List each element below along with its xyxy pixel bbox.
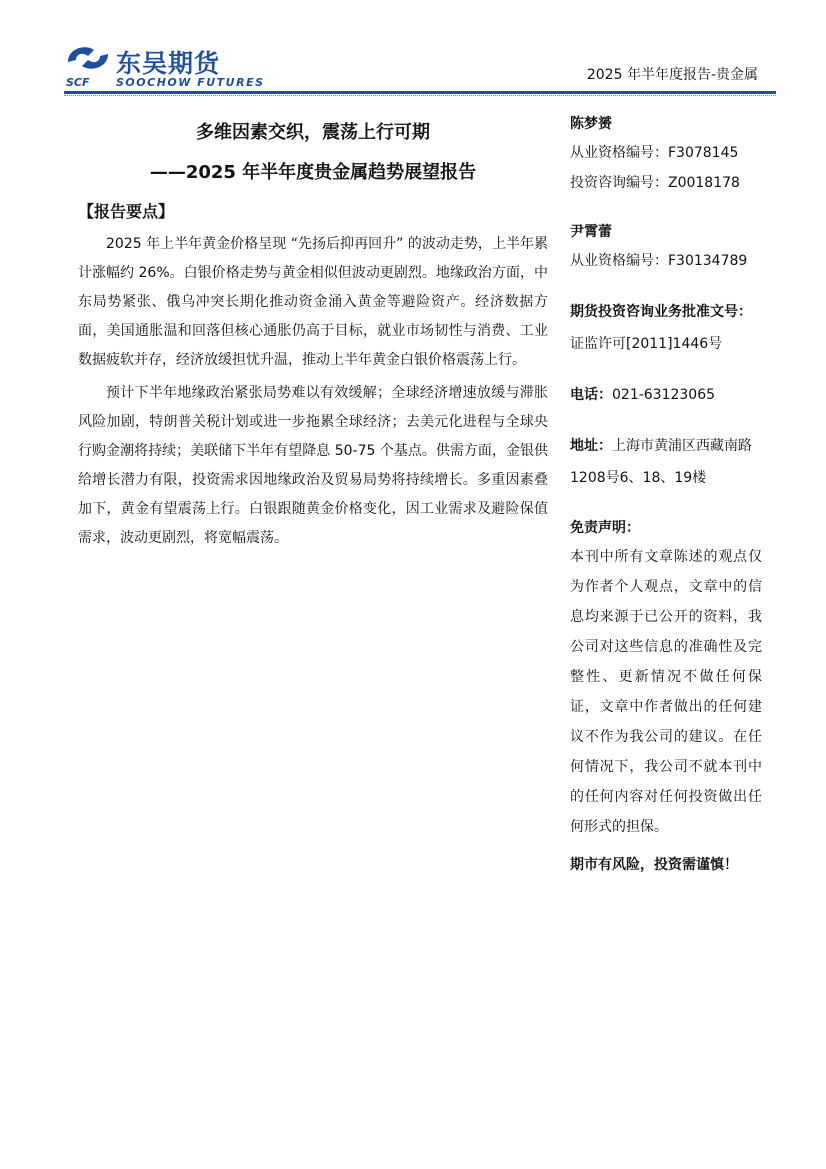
approval-label: 期货投资咨询业务批准文号： [570, 304, 752, 320]
header-divider-dotted [64, 95, 776, 97]
report-title: 多维因素交织，震荡上行可期 [196, 122, 430, 143]
disclaimer-label: 免责声明： [570, 520, 640, 536]
company-logo [64, 42, 274, 94]
risk-warning: 期市有风险，投资需谨慎！ [570, 857, 738, 873]
analyst-consulting-number: 投资咨询编号：Z0018178 [570, 175, 740, 191]
report-main-column [78, 112, 548, 553]
logo-english-name: SOOCHOW FUTURES [116, 76, 265, 89]
address-value: 上海市黄浦区西藏南路1208号6、18、19楼 [570, 438, 752, 486]
report-subtitle: ——2025 年半年度贵金属趋势展望报告 [149, 162, 477, 183]
address-label: 地址： [570, 438, 612, 454]
scf-logo-icon [64, 42, 112, 76]
outlook-paragraph: 预计下半年地缘政治紧张局势难以有效缓解；全球经济增速放缓与滞胀风险加剧，特朗普关税计划或进一步拖累全球经济；去美元化进程与全球央行购金潮将持续；美联储下半年有望降息 50-75 个基点。供需方面，金银供给增长潜力有限，投资需求因地缘政治及贸易局势将持续增长。多重因素叠加下，黄金有望震荡上行。白银跟随黄金价格变化，因工业需求及避险保值需求，波动更剧烈，将宽幅震荡。 [78, 385, 548, 546]
logo-abbreviation: SCF [66, 76, 90, 89]
sidebar [570, 110, 762, 880]
analyst-name: 尹霄蕾 [570, 224, 612, 240]
approval-value: 证监许可[2011]1446号 [570, 336, 723, 352]
header-divider [64, 91, 776, 94]
phone-value: 021-63123065 [612, 387, 716, 403]
report-category: 2025 年半年度报告-贵金属 [586, 67, 758, 83]
section-heading: 【报告要点】 [78, 202, 175, 221]
analyst-qualification-number: 从业资格编号：F30134789 [570, 253, 748, 269]
analyst-qualification-number: 从业资格编号：F3078145 [570, 145, 739, 161]
summary-paragraph: 2025 年上半年黄金价格呈现 “先扬后抑再回升” 的波动走势，上半年累计涨幅约 26%。白银价格走势与黄金相似但波动更剧烈。地缘政治方面，中东局势紧张、俄乌冲突长期化推动资金涌入黄金等避险资产。经济数据方面，美国通胀温和回落但核心通胀仍高于目标，就业市场韧性与消费、工业数据疲软并存，经济放缓担忧升温，推动上半年黄金白银价格震荡上行。 [78, 236, 548, 368]
page-header [0, 0, 826, 100]
disclaimer-text: 本刊中所有文章陈述的观点仅为作者个人观点，文章中的信息均来源于已公开的资料，我公司对这些信息的准确性及完整性、更新情况不做任何保证，文章中作者做出的任何建议不作为我公司的建议。在任何情况下，我公司不就本刊中的任何内容对任何投资做出任何形式的担保。 [570, 549, 762, 835]
phone-label: 电话： [570, 387, 612, 403]
logo-chinese-name: 东吴期货 [116, 49, 221, 78]
address-info [570, 430, 762, 494]
phone-info [570, 380, 762, 410]
analyst-name: 陈梦赟 [570, 116, 612, 132]
approval-info [570, 296, 762, 360]
